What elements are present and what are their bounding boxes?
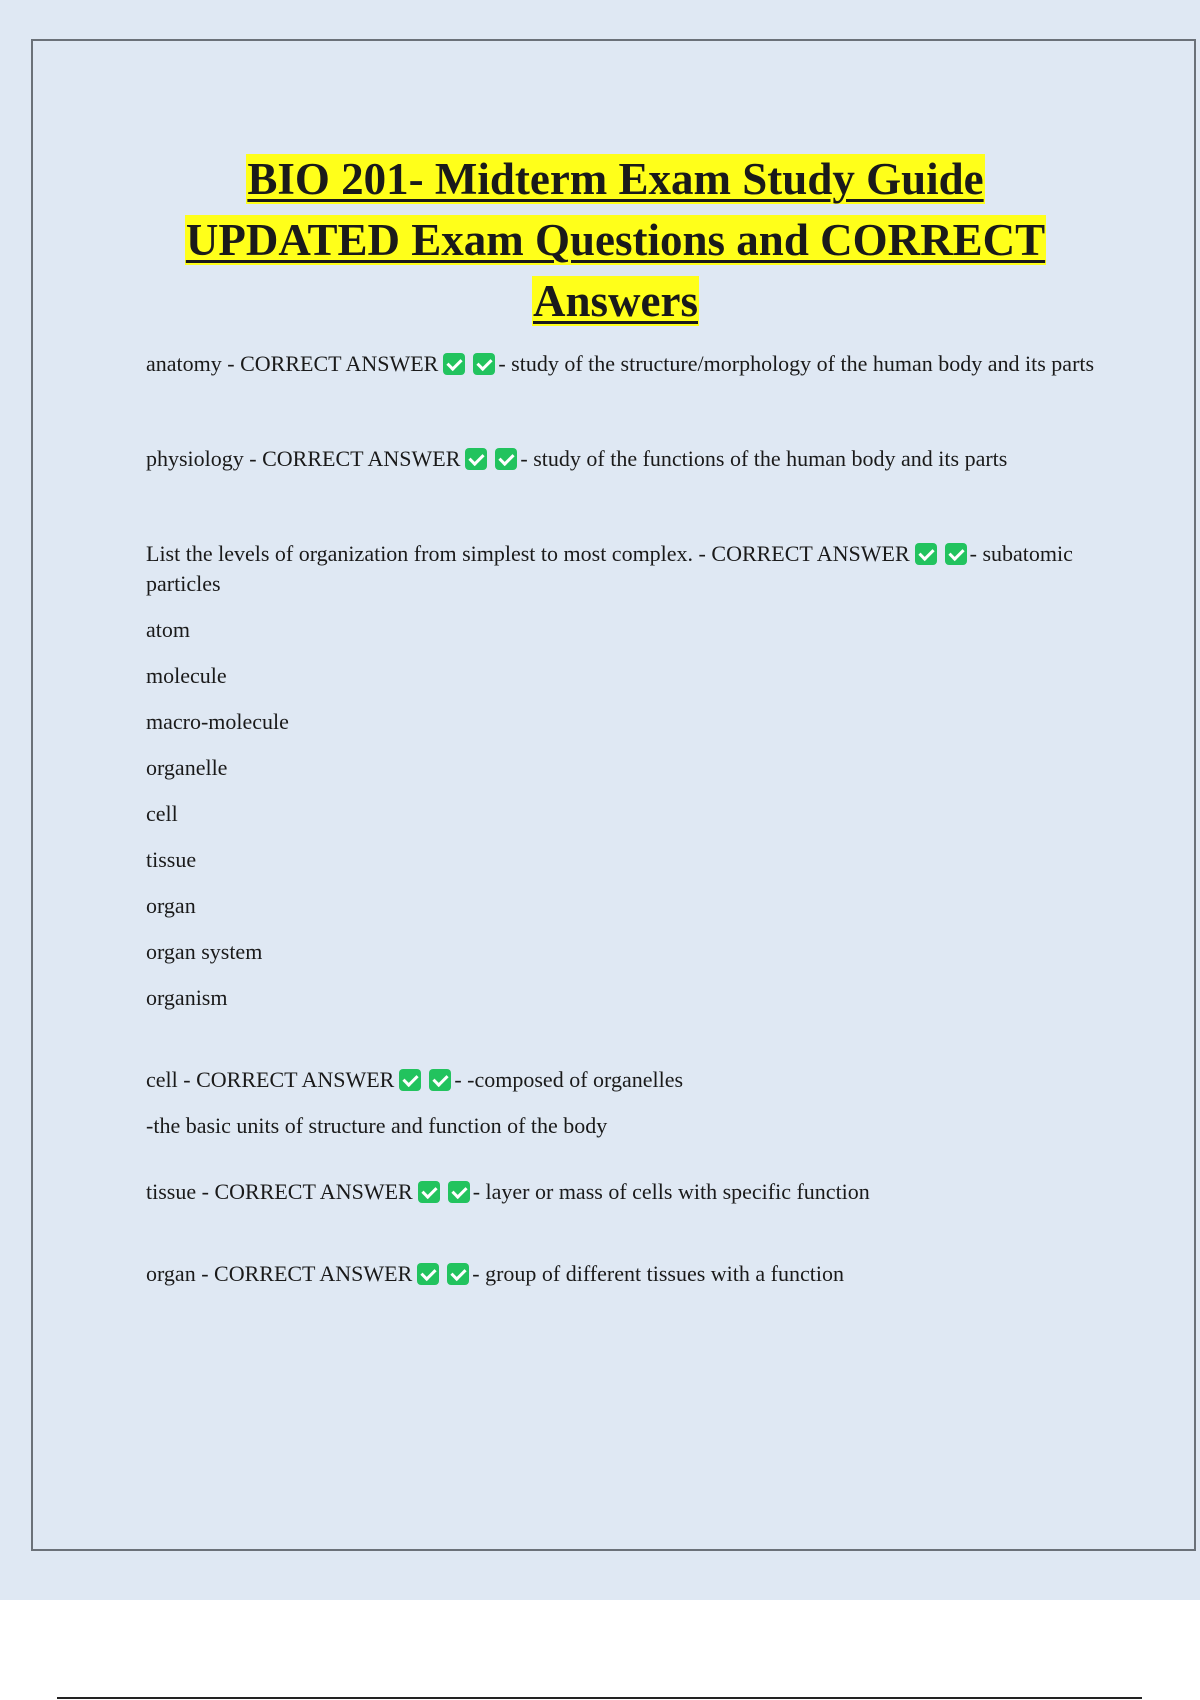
check-mark-icon [945,543,967,565]
answer-label: CORRECT ANSWER [196,1067,395,1092]
term-text: tissue - [146,1179,215,1204]
definition-continuation: -the basic units of structure and function of the body [146,1113,608,1138]
check-mark-icon [495,448,517,470]
check-mark-icon [429,1069,451,1091]
definition-text: - subatomic particles [146,541,1073,596]
title-line-2: UPDATED Exam Questions and CORRECT [185,215,1046,265]
term-text: anatomy - [146,351,241,376]
qa-organ [146,1259,1106,1289]
level-item: organ [146,893,196,918]
level-item: tissue [146,847,197,872]
definition-text: - layer or mass of cells with specific function [472,1179,870,1204]
term-text: List the levels of organization from simplest to most complex. - [146,541,712,566]
level-item: cell [146,801,178,826]
term-text: cell - [146,1067,197,1092]
definition-text: - -composed of organelles [454,1067,684,1092]
level-item: macro-molecule [146,709,289,734]
term-text: physiology - [146,446,263,471]
check-mark-icon [473,353,495,375]
check-mark-icon [915,543,937,565]
answer-label: CORRECT ANSWER [240,351,439,376]
definition-text: - group of different tissues with a function [472,1261,844,1286]
answer-label: CORRECT ANSWER [214,1179,413,1204]
definition-text: - study of the structure/morphology of the human body and its parts [498,351,1095,376]
check-mark-icon [447,1263,469,1285]
check-mark-icon [465,448,487,470]
level-item: atom [146,617,190,642]
title-line-1: BIO 201- Midterm Exam Study Guide [247,154,984,204]
qa-cell [146,1065,1106,1095]
qa-anatomy [146,349,1106,379]
check-mark-icon [448,1181,470,1203]
check-mark-icon [399,1069,421,1091]
level-item: organ system [146,939,263,964]
answer-label: CORRECT ANSWER [262,446,461,471]
answer-label: CORRECT ANSWER [214,1261,413,1286]
footer-divider [57,1697,1142,1699]
document-page [31,39,1196,1551]
qa-tissue [146,1177,1106,1207]
term-text: organ - [146,1261,215,1286]
check-mark-icon [418,1181,440,1203]
document-title [33,149,1198,332]
check-mark-icon [443,353,465,375]
document-body [146,349,1106,1289]
level-item: organism [146,985,228,1010]
title-line-3: Answers [533,276,698,326]
definition-text: - study of the functions of the human body and its parts [520,446,1008,471]
qa-physiology [146,444,1106,474]
level-item: molecule [146,663,227,688]
check-mark-icon [417,1263,439,1285]
answer-label: CORRECT ANSWER [711,541,910,566]
level-item: organelle [146,755,228,780]
qa-levels [146,539,1106,599]
